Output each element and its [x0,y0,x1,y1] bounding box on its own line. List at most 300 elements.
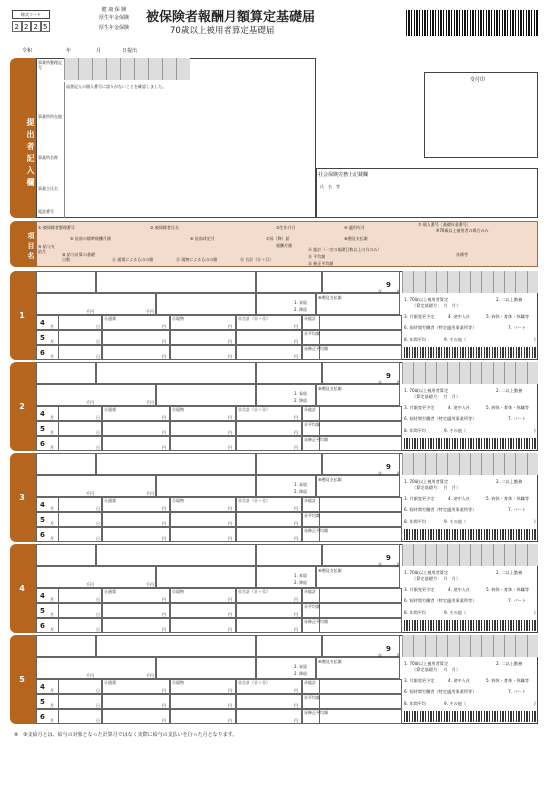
remark-option[interactable]: 7. パート [508,598,526,603]
remark-option[interactable]: 4. 途中入社 [448,314,471,319]
remark-option[interactable]: 6. 短時間労働者（特定適用事業所等） [404,416,477,421]
retro-label: ⑧遡及支払額 [318,295,342,300]
month-mark: 月 [50,688,54,693]
yen-mark: 円 [162,703,166,708]
entry-barcode-icon [404,711,536,722]
remark-option[interactable]: 7. パート [508,507,526,512]
birthdate-field[interactable] [256,544,322,566]
remark-option[interactable]: 2. 二以上勤務 [496,479,523,484]
remark-option[interactable]: 5. 病休・育休・休職等 [486,496,530,501]
remark-option[interactable]: 2. 二以上勤務 [496,388,523,393]
yen-mark: 円 [162,536,166,541]
yen-mark: 円 [228,445,232,450]
pay-month-value: 5 [40,698,45,706]
average-label: ⑮平均額 [304,604,320,609]
grand-total-field[interactable] [302,406,402,421]
remark-option[interactable]: 2. 二以上勤務 [496,570,523,575]
month-mark: 月 [50,597,54,602]
month-mark: 月 [50,324,54,329]
form-title: 被保険者報酬月額算定基礎届 [146,10,316,25]
remark-option-close: ) [534,428,536,433]
prev-standard-field[interactable] [36,384,156,406]
day-mark: 日 [96,688,100,693]
birthdate-field[interactable] [256,271,322,293]
goods-label: ⑫現物 [172,589,184,594]
remark-option[interactable]: 2. 二以上勤務 [496,297,523,302]
yen-mark: 円 [228,324,232,329]
entry-barcode-icon [404,347,536,358]
remark-option[interactable]: 5. 病休・育休・休職等 [486,405,530,410]
currency-field[interactable] [102,694,170,709]
pay-month-value: 6 [40,440,45,448]
remark-option[interactable]: 6. 短時間労働者（特定適用事業所等） [404,689,477,694]
thousand-yen-mark: 千円 [146,673,154,678]
remark-option-note: （算定基礎月： 月 月） [412,485,461,490]
grand-total-field[interactable] [302,315,402,330]
rise-option: 1. 昇給 [294,664,308,669]
grand-total-label: ⑭総計 [304,498,316,503]
grand-total-label: ⑭総計 [304,680,316,685]
month-mark: 月 [396,471,400,476]
month-mark: 月 [50,339,54,344]
pay-month-value: 6 [40,713,45,721]
currency-field[interactable] [102,603,170,618]
remark-option[interactable]: 8. 年間平均 [404,337,427,342]
thousand-yen-mark: 千円 [146,582,154,587]
yen-mark: 円 [162,415,166,420]
insured-number-field[interactable] [36,635,96,657]
month-mark: 月 [396,562,400,567]
personal-number-field[interactable] [402,271,538,293]
goods-field[interactable] [170,527,236,542]
grand-total-label: ⑭総計 [304,589,316,594]
yen-mark: 円 [162,612,166,617]
insurance-type: 厚生年金保険 [98,25,129,31]
fall-option: 2. 降給 [294,398,308,403]
remark-option[interactable]: 6. 短時間労働者（特定適用事業所等） [404,325,477,330]
remark-option[interactable]: 9. その他（ [444,610,467,615]
remark-option[interactable]: 1. 70歳以上被用者算定 [404,570,449,575]
pay-month-value: 6 [40,531,45,539]
form-code-digit: 2 [22,21,32,32]
yen-mark: 円 [162,430,166,435]
goods-field[interactable] [170,694,236,709]
prev-revision-field[interactable] [156,384,256,406]
remark-option[interactable]: 9. その他（ [444,337,467,342]
day-mark: 日 [96,506,100,511]
col-personal-number: ⑦ 個人番号［基礎年金番号］ [418,222,471,227]
receipt-label: 受付印 [470,77,486,83]
goods-field[interactable] [170,330,236,345]
thousand-yen-mark: 千円 [146,491,154,496]
day-mark: 日 [96,430,100,435]
prev-revision-field[interactable] [156,657,256,679]
yen-mark: 円 [228,521,232,526]
col-salary-month: 報酬月額 [276,243,292,248]
goods-field[interactable] [170,618,236,633]
pay-month-value: 6 [40,622,45,630]
remark-option[interactable]: 2. 二以上勤務 [496,661,523,666]
remark-option-close: ) [534,701,536,706]
remark-option[interactable]: 6. 短時間労働者（特定適用事業所等） [404,507,477,512]
apply-year-value: 9 [386,645,391,653]
yen-mark: 円 [228,339,232,344]
prev-standard-field[interactable] [36,293,156,315]
day-mark: 日 [96,536,100,541]
yen-mark: 円 [294,430,298,435]
office-name-label: 事業所名称 [38,155,58,160]
month-mark: 月 [50,430,54,435]
yen-mark: 円 [162,506,166,511]
year-mark: 年 [378,653,382,658]
col-retro-pay: ⑧遡及支払額 [344,236,368,241]
total-field[interactable] [236,694,302,709]
remark-option-close: ) [534,337,536,342]
average-label: ⑮平均額 [304,695,320,700]
grand-total-label: ⑭総計 [304,316,316,321]
retro-label: ⑧遡及支払額 [318,477,342,482]
office-code-input[interactable] [64,58,190,80]
retro-label: ⑧遡及支払額 [318,568,342,573]
col-prev-standard: ⑤ 従前の標準報酬月額 [70,236,111,241]
total-label: ⑬合計（⑪＋⑫） [238,589,270,594]
grand-total-label: ⑭総計 [304,407,316,412]
thousand-yen-mark: 千円 [146,400,154,405]
total-label: ⑬合計（⑪＋⑫） [238,316,270,321]
total-field[interactable] [236,709,302,724]
mod-average-label: ⑯修正平均額 [304,710,328,715]
thousand-yen-mark: 千円 [86,400,94,405]
entry-number: 1 [19,311,25,320]
prev-standard-field[interactable] [36,566,156,588]
rise-option: 1. 昇給 [294,573,308,578]
yen-mark: 円 [294,339,298,344]
col-insured-name: ② 被保険者氏名 [150,225,179,230]
remark-option[interactable]: 9. その他（ [444,519,467,524]
office-code-label: 事業所整理記号 [38,60,62,70]
month-mark: 月 [50,536,54,541]
retro-label: ⑧遡及支払額 [318,659,342,664]
yen-mark: 円 [228,718,232,723]
remark-option-note: （算定基礎月： 月 月） [412,303,461,308]
entry-number: 5 [19,675,25,684]
prev-revision-field[interactable] [156,293,256,315]
yen-mark: 円 [294,445,298,450]
day-mark: 日 [96,521,100,526]
sharoushi-label: 社会保険労務士記載欄 [318,172,369,178]
yen-mark: 円 [228,536,232,541]
currency-label: ⑪通貨 [104,589,116,594]
prev-revision-field[interactable] [156,475,256,497]
personal-number-field[interactable] [402,635,538,657]
yen-mark: 円 [228,415,232,420]
remark-option[interactable]: 4. 途中入社 [448,587,471,592]
pay-month-value: 4 [40,410,45,418]
insured-number-field[interactable] [36,271,96,293]
grand-total-field[interactable] [302,679,402,694]
month-mark: 月 [50,445,54,450]
form-code-digit: 2 [12,21,22,32]
total-field[interactable] [236,330,302,345]
remark-option[interactable]: 3. 月額変更予定 [404,314,435,319]
personal-number-field[interactable] [402,544,538,566]
grand-total-field[interactable] [302,497,402,512]
goods-label: ⑫現物 [172,316,184,321]
fall-option: 2. 降給 [294,489,308,494]
currency-label: ⑪通貨 [104,407,116,412]
yen-mark: 円 [228,597,232,602]
col-birthdate: ③生年月日 [276,225,296,230]
yen-mark: 円 [162,688,166,693]
pay-month-value: 5 [40,334,45,342]
month-mark: 月 [50,354,54,359]
sharoushi-name-label: 氏 名 等 [320,184,340,189]
remark-option-note: （算定基礎月： 月 月） [412,576,461,581]
form-code-digit: 5 [41,21,51,32]
columns-side-label: 項目名 [10,221,36,267]
col-currency: ⑪ 通貨によるものの額 [112,257,154,262]
pay-month-value: 6 [40,349,45,357]
insured-name-field[interactable] [96,362,256,384]
yen-mark: 円 [162,718,166,723]
total-field[interactable] [236,436,302,451]
col-personal-number-note: ※70歳以上被用者の場合のみ [436,228,489,233]
total-field[interactable] [236,421,302,436]
remark-option[interactable]: 1. 70歳以上被用者算定 [404,479,449,484]
currency-field[interactable] [102,345,170,360]
yen-mark: 円 [162,627,166,632]
remark-option[interactable]: 4. 途中入社 [448,496,471,501]
year-mark: 年 [378,380,382,385]
yen-mark: 円 [228,612,232,617]
yen-mark: 円 [228,354,232,359]
personal-number-field[interactable] [402,453,538,475]
col-remarks: ⑱備考 [456,252,468,257]
pay-month-value: 5 [40,607,45,615]
col-apply-month: ④ 適用年月 [344,225,365,230]
mod-average-label: ⑯修正平均額 [304,619,328,624]
thousand-yen-mark: 千円 [86,491,94,496]
remark-option[interactable]: 3. 月額変更予定 [404,678,435,683]
currency-field[interactable] [102,709,170,724]
form-code-box [12,21,50,32]
yen-mark: 円 [294,597,298,602]
remark-option-close: ) [534,610,536,615]
col-base-days: ⑩ 給与計算の基礎日数 [62,252,95,262]
total-field[interactable] [236,527,302,542]
pay-month-value: 4 [40,683,45,691]
col-grand-total: ⑭ 総計（一定の基礎日数以上の月のみ） [308,247,382,252]
pay-month-value: 5 [40,516,45,524]
currency-field[interactable] [102,330,170,345]
grand-total-field[interactable] [302,588,402,603]
rise-option: 1. 昇給 [294,391,308,396]
yen-mark: 円 [162,521,166,526]
average-label: ⑮平均額 [304,331,320,336]
footnote: ※ ⑨支給月とは、給与の対象となった計算月ではなく実際に給与の支払いを行った月となります。 [14,732,238,738]
apply-year-value: 9 [386,554,391,562]
mod-average-label: ⑯修正平均額 [304,346,328,351]
remark-option[interactable]: 1. 70歳以上被用者算定 [404,661,449,666]
currency-label: ⑪通貨 [104,680,116,685]
remark-option[interactable]: 5. 病休・育休・休職等 [486,314,530,319]
yen-mark: 円 [294,521,298,526]
remark-option[interactable]: 3. 月額変更予定 [404,405,435,410]
form-subtitle: 70歳以上被用者算定基礎届 [170,26,275,36]
pay-month-value: 4 [40,501,45,509]
average-label: ⑮平均額 [304,422,320,427]
remark-option[interactable]: 8. 年間平均 [404,610,427,615]
month-mark: 月 [50,627,54,632]
day-mark: 日 [96,445,100,450]
month-mark: 月 [396,380,400,385]
col-average: ⑮ 平均額 [308,254,326,259]
goods-field[interactable] [170,345,236,360]
year-mark: 年 [378,562,382,567]
apply-year-value: 9 [386,281,391,289]
yen-mark: 円 [162,324,166,329]
insurance-type: 厚生年金保険 [98,15,129,21]
fall-option: 2. 降給 [294,580,308,585]
yen-mark: 円 [294,415,298,420]
insured-number-field[interactable] [36,453,96,475]
remark-option[interactable]: 3. 月額変更予定 [404,496,435,501]
day-mark: 日 [96,339,100,344]
remark-option[interactable]: 5. 病休・育休・休職等 [486,678,530,683]
yen-mark: 円 [294,506,298,511]
yen-mark: 円 [162,339,166,344]
goods-field[interactable] [170,436,236,451]
col-mod-average: ⑯ 修正平均額 [308,261,334,266]
year-mark: 年 [378,471,382,476]
day-mark: 日 [96,597,100,602]
fall-option: 2. 降給 [294,307,308,312]
remark-option[interactable]: 1. 70歳以上被用者算定 [404,297,449,302]
yen-mark: 円 [294,688,298,693]
day-submit-label: 日提出 [122,48,138,54]
remark-option[interactable]: 7. パート [508,689,526,694]
month-label: 月 [96,48,102,54]
goods-field[interactable] [170,421,236,436]
yen-mark: 円 [228,688,232,693]
remark-option-note: （算定基礎月： 月 月） [412,667,461,672]
currency-field[interactable] [102,618,170,633]
entry-barcode-icon [404,529,536,540]
remark-option[interactable]: 6. 短時間労働者（特定適用事業所等） [404,598,477,603]
yen-mark: 円 [162,445,166,450]
insured-name-field[interactable] [96,635,256,657]
insured-name-field[interactable] [96,271,256,293]
currency-label: ⑪通貨 [104,498,116,503]
year-label: 年 [66,48,72,54]
pay-month-value: 5 [40,425,45,433]
insurance-type: 健 康 保 険 [101,7,127,13]
total-field[interactable] [236,618,302,633]
currency-field[interactable] [102,512,170,527]
remark-option[interactable]: 4. 途中入社 [448,405,471,410]
yen-mark: 円 [294,354,298,359]
year-mark: 年 [378,289,382,294]
yen-mark: 円 [228,506,232,511]
prev-standard-field[interactable] [36,475,156,497]
total-label: ⑬合計（⑪＋⑫） [238,680,270,685]
month-mark: 月 [396,289,400,294]
birthdate-field[interactable] [256,635,322,657]
currency-field[interactable] [102,436,170,451]
remark-option[interactable]: 7. パート [508,325,526,330]
currency-field[interactable] [102,527,170,542]
entry-number: 3 [19,493,25,502]
divider [64,82,65,218]
submitter-panel [36,58,316,218]
remark-option[interactable]: 9. その他（ [444,701,467,706]
month-mark: 月 [50,718,54,723]
apply-year-value: 9 [386,372,391,380]
pay-month-value: 4 [40,592,45,600]
yen-mark: 円 [162,354,166,359]
prev-revision-field[interactable] [156,566,256,588]
day-mark: 日 [96,718,100,723]
owner-name-label: 事業主氏名 [38,186,58,191]
currency-label: ⑪通貨 [104,316,116,321]
total-field[interactable] [236,512,302,527]
col-pay-month: ⑨ 給与支給月 [38,244,55,254]
yen-mark: 円 [294,612,298,617]
yen-mark: 円 [228,627,232,632]
remark-option[interactable]: 1. 70歳以上被用者算定 [404,388,449,393]
address-label: 事業所所在地 [38,114,62,119]
barcode-icon [406,10,538,36]
goods-field[interactable] [170,709,236,724]
remark-option[interactable]: 9. その他（ [444,428,467,433]
thousand-yen-mark: 千円 [146,309,154,314]
insured-number-field[interactable] [36,544,96,566]
prev-standard-field[interactable] [36,657,156,679]
remark-option[interactable]: 8. 年間平均 [404,519,427,524]
total-field[interactable] [236,603,302,618]
entry-barcode-icon [404,438,536,449]
insured-number-field[interactable] [36,362,96,384]
goods-field[interactable] [170,603,236,618]
remark-option[interactable]: 4. 途中入社 [448,678,471,683]
currency-field[interactable] [102,421,170,436]
insured-name-field[interactable] [96,453,256,475]
yen-mark: 円 [162,597,166,602]
birthdate-field[interactable] [256,453,322,475]
birthdate-field[interactable] [256,362,322,384]
thousand-yen-mark: 千円 [86,582,94,587]
day-mark: 日 [96,415,100,420]
thousand-yen-mark: 千円 [86,309,94,314]
col-goods: ⑫ 現物によるものの額 [176,257,218,262]
remark-option[interactable]: 7. パート [508,416,526,421]
total-field[interactable] [236,345,302,360]
month-mark: 月 [50,415,54,420]
personal-number-field[interactable] [402,362,538,384]
thousand-yen-mark: 千円 [86,673,94,678]
remark-option[interactable]: 8. 年間平均 [404,701,427,706]
remark-option[interactable]: 3. 月額変更予定 [404,587,435,592]
apply-year-value: 9 [386,463,391,471]
fall-option: 2. 降給 [294,671,308,676]
phone-label: 電話番号 [38,209,54,214]
insured-name-field[interactable] [96,544,256,566]
remark-option[interactable]: 5. 病休・育休・休職等 [486,587,530,592]
goods-field[interactable] [170,512,236,527]
goods-label: ⑫現物 [172,680,184,685]
remark-option-close: ) [534,519,536,524]
remark-option[interactable]: 8. 年間平均 [404,428,427,433]
